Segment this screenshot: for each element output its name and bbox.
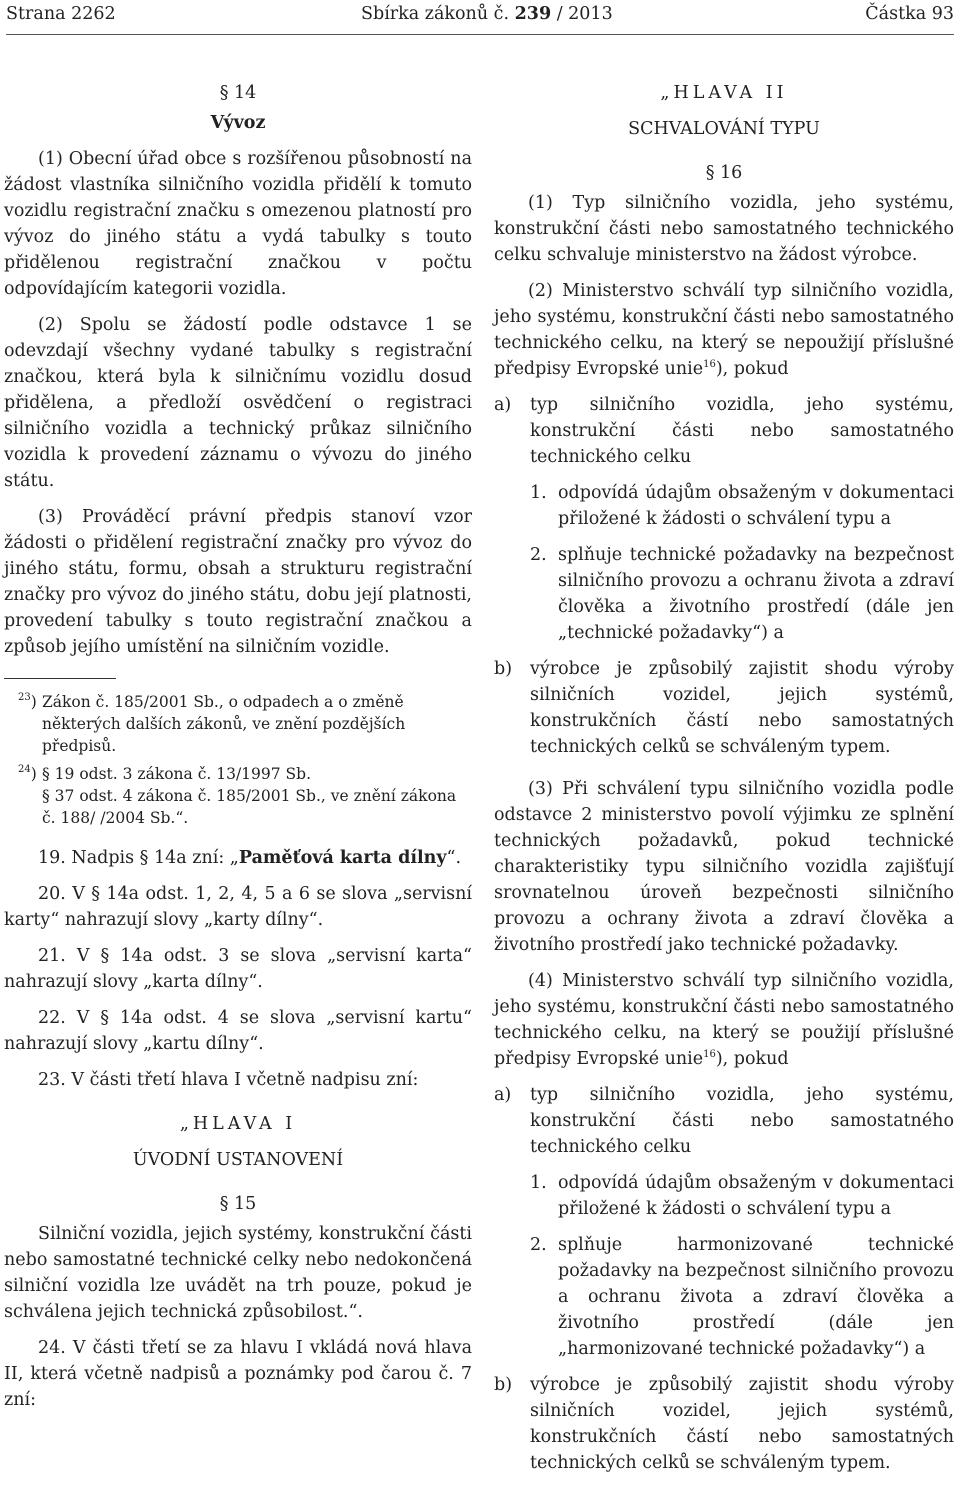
footnote-mark: $^{23}$) <box>18 692 37 711</box>
header-divider <box>6 34 954 35</box>
list-item: 1. odpovídá údajům obsaženým v dokumentaci přiložené k žádosti o schválení typu a <box>530 483 954 529</box>
section-16-paragraph-3: (3) Při schválení typu silničního vozidla podle odstavce 2 ministerstvo povolí výjimku ze splnění technických požadavků, pokud technické charakteristiky typu silničního vozidla zajišťují srovnatelnou úroveň bezpečnosti silničního provozu a ochrany života a zdraví člověka a životního prostředí jako technické požadavky. <box>494 779 954 955</box>
section-14-paragraph-1: (1) Obecní úřad obce s rozšířenou působností na žádost vlastníka silničního vozidla přidělí k tomuto vozidlu registrační značku s omezenou platností pro vývoz do jiného státu a vydá tabulky s touto přidělenou registrační značkou v počtu odpovídajícím kategorii vozidla. <box>4 149 472 299</box>
section-16-paragraph-4: (4) Ministerstvo schválí typ silničního vozidla, jeho systému, konstrukční části nebo samostatného technického celku, na který se použijí příslušné předpisy Evropské unie$^{16}$), pokud <box>494 971 954 1069</box>
list-item: a) typ silničního vozidla, jeho systému, konstrukční části nebo samostatného technického celku <box>494 395 954 467</box>
section-14-number: § 14 <box>219 83 257 103</box>
page-header <box>6 4 954 30</box>
section-14-paragraph-2: (2) Spolu se žádostí podle odstavce 1 se odevzdají všechny vydané tabulky s registrační značkou, která byla k silničnímu vozidlu dosud přidělena, a předloží osvědčení o registraci silničního vozidla a technický průkaz silničního vozidla k provedení záznamu o vývozu do jiného státu. <box>4 315 472 491</box>
footnote-divider <box>4 678 116 679</box>
list-item: b) výrobce je způsobilý zajistit shodu výroby silničních vozidel, jejich systémů, konstrukčních částí nebo samostatných technických celků se schváleným typem. <box>494 659 954 757</box>
section-16-number: § 16 <box>705 163 743 183</box>
list-item: a) typ silničního vozidla, jeho systému, konstrukční části nebo samostatného technického celku <box>494 1085 954 1157</box>
chapter-2-heading: „HLAVA II <box>660 83 788 103</box>
journal-name: Sbírka zákonů č. <box>361 4 510 24</box>
journal-reference <box>361 4 613 24</box>
section-16-paragraph-2: (2) Ministerstvo schválí typ silničního vozidla, jeho systému, konstrukční části nebo samostatného technického celku, na který se nepoužijí příslušné předpisy Evropské unie$^{16}$), pokud <box>494 281 954 379</box>
amendment-24: 24. V části třetí se za hlavu I vkládá nová hlava II, která včetně nadpisů a poznámky pod čarou č. 7 zní: <box>4 1338 472 1410</box>
chapter-1-heading: „HLAVA I <box>179 1114 297 1134</box>
journal-number: 239 <box>514 4 552 24</box>
footnote-mark: $^{24}$) <box>18 764 37 783</box>
amendment-23: 23. V části třetí hlava I včetně nadpisu zní: <box>38 1070 419 1090</box>
footnote-text: Zákon č. 185/2001 Sb., o odpadech a o změně některých dalších zákonů, ve znění pozdějších předpisů. <box>42 693 406 755</box>
section-15-number: § 15 <box>219 1194 257 1214</box>
amendment-21: 21. V § 14a odst. 3 se slova „servisní karta“ nahrazují slovy „karta dílny“. <box>4 946 472 992</box>
amendment-20: 20. V § 14a odst. 1, 2, 4, 5 a 6 se slova „servisní karty“ nahrazují slovy „karty dílny“. <box>4 884 472 930</box>
footnote-23 <box>4 691 472 757</box>
section-16-paragraph-1: (1) Typ silničního vozidla, jeho systému, konstrukční části nebo samostatného technického celku schvaluje ministerstvo na žádost výrobce. <box>494 193 954 265</box>
journal-year: / 2013 <box>556 4 613 24</box>
list-item: 1. odpovídá údajům obsaženým v dokumentaci přiložené k žádosti o schválení typu a <box>530 1173 954 1219</box>
amendment-19: 19. Nadpis § 14a zní: „Paměťová karta dílny“. <box>38 848 462 868</box>
section-14-paragraph-3: (3) Prováděcí právní předpis stanoví vzor žádosti o přidělení registrační značky pro vývoz do jiného státu, formu, obsah a strukturu registrační značky pro vývoz do jiného státu, dobu její platnosti, provedení tabulky s touto registrační značkou a způsob jejího umístění na silničním vozidle. <box>4 507 472 657</box>
list-item: 2. splňuje harmonizované technické požadavky na bezpečnost silničního provozu a ochranu života a zdraví člověka a životního prostředí (dále jen „harmonizované technické požadavky“) a <box>530 1235 954 1359</box>
amendment-22: 22. V § 14a odst. 4 se slova „servisní kartu“ nahrazují slovy „kartu dílny“. <box>4 1008 472 1054</box>
footnote-24 <box>4 763 472 829</box>
issue-number: Částka 93 <box>865 4 954 24</box>
section-14-title: Vývoz <box>210 113 266 133</box>
chapter-1-title: ÚVODNÍ USTANOVENÍ <box>132 1150 344 1170</box>
right-column <box>494 80 954 1486</box>
list-item: 2. splňuje technické požadavky na bezpečnost silničního provozu a ochranu života a zdraví člověka a životního prostředí (dále jen „technické požadavky“) a <box>530 545 954 643</box>
section-15-text: Silniční vozidla, jejich systémy, konstrukční části nebo samostatné technické celky nebo nedokončená silniční vozidla lze uvádět na trh pouze, pokud je schválena jejich technická způsobilost.“. <box>4 1224 472 1322</box>
footnote-text: § 19 odst. 3 zákona č. 13/1997 Sb. § 37 odst. 4 zákona č. 185/2001 Sb., ve znění zákona č. 188/ /2004 Sb.“. <box>42 765 457 827</box>
list-item: b) výrobce je způsobilý zajistit shodu výroby silničních vozidel, jejich systémů, konstrukčních částí nebo samostatných technických celků se schváleným typem. <box>494 1375 954 1473</box>
left-column <box>4 80 472 1423</box>
chapter-2-title: SCHVALOVÁNÍ TYPU <box>628 119 820 139</box>
page-number: Strana 2262 <box>6 4 116 24</box>
